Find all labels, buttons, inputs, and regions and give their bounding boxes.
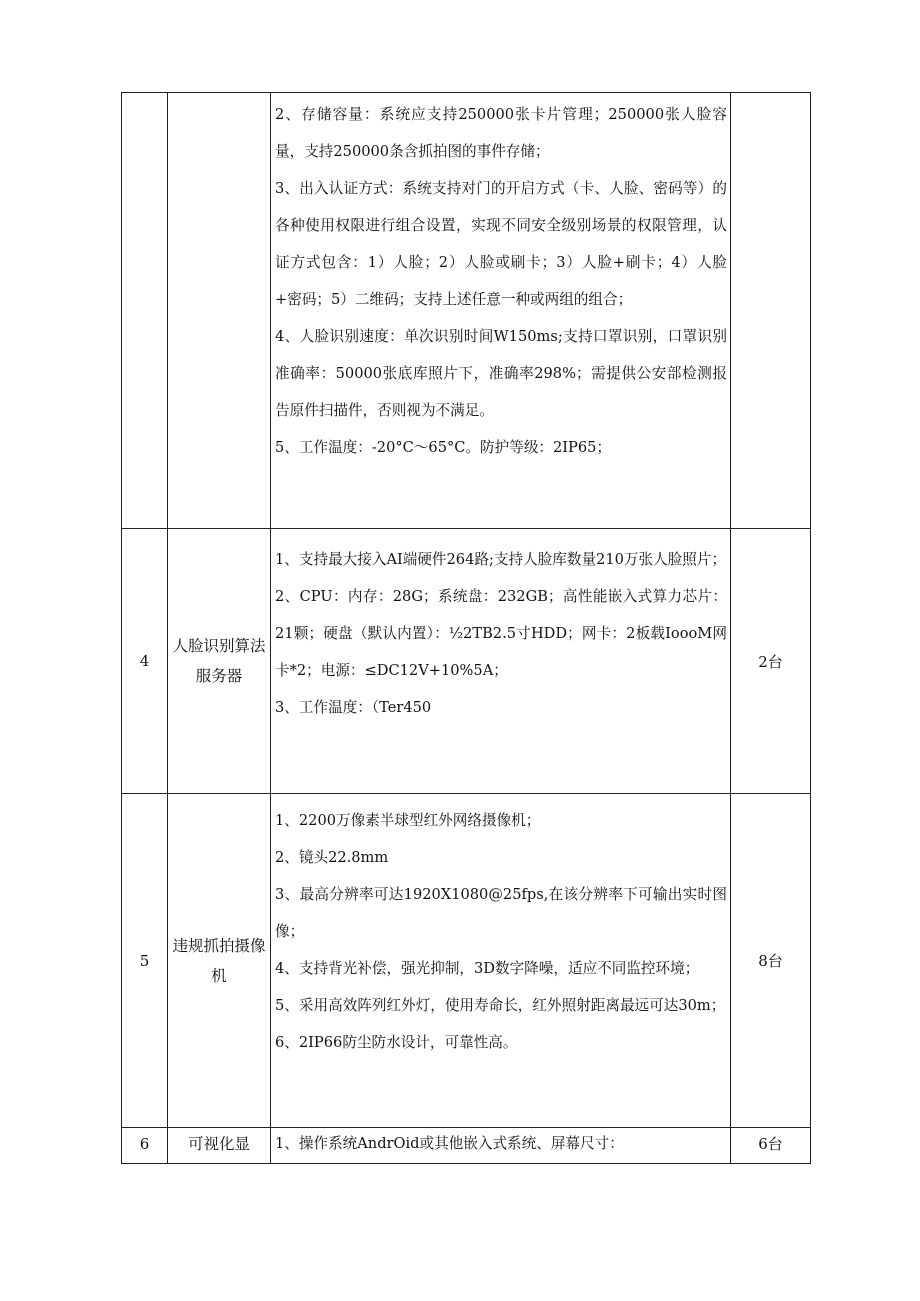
table-row [122,529,811,794]
spec-line: 2、CPU：内存：28G；系统盘：232GB；高性能嵌入式算力芯片：21颗；硬盘（默认内置）：½2TB2.5寸HDD；网卡：2板载IoooM网卡*2；电源：≤DC12V+10%5A； [275,588,727,679]
item-spec [271,93,731,529]
item-name: 可视化显 [168,1128,271,1164]
item-quantity: 6台 [731,1128,811,1164]
spec-line: 5、工作温度：-20°C～65°C。防护等级：2IP65； [275,439,612,456]
item-number: 4 [122,529,168,794]
item-quantity: 2台 [731,529,811,794]
item-number [122,93,168,529]
spec-line: 2、存储容量：系统应支持250000张卡片管理；250000张人脸容量，支持250000条含抓拍图的事件存储； [275,106,727,160]
item-number: 6 [122,1128,168,1164]
spec-line: 3、出入认证方式：系统支持对门的开启方式（卡、人脸、密码等）的各种使用权限进行组合设置，实现不同安全级别场景的权限管理，认证方式包含：1）人脸；2）人脸或刷卡；3）人脸+刷卡；4）人脸+密码；5）二维码；支持上述任意一种或两组的组合； [275,180,727,308]
table-row [122,1128,811,1164]
spec-line: 1、操作系统AndrOid或其他嵌入式系统、屏幕尺寸： [275,1135,624,1152]
spec-line: 6、2IP66防尘防水设计，可靠性高。 [275,1034,518,1051]
item-quantity: 8台 [731,794,811,1128]
spec-line: 2、镜头22.8mm [275,849,389,866]
item-number: 5 [122,794,168,1128]
item-spec [271,794,731,1128]
spec-line: 1、2200万像素半球型红外网络摄像机； [275,812,541,829]
table-row [122,93,811,529]
item-name [168,93,271,529]
spec-line: 4、人脸识别速度：单次识别时间W150ms;支持口罩识别，口罩识别准确率：50000张底库照片下，准确率298%；需提供公安部检测报告原件扫描件，否则视为不满足。 [275,328,727,419]
spec-table [121,92,811,1164]
table-row [122,794,811,1128]
spec-line: 5、采用高效阵列红外灯，使用寿命长，红外照射距离最远可达30m； [275,997,726,1014]
item-spec [271,529,731,794]
spec-line: 1、支持最大接入AI端硬件264路;支持人脸库数量210万张人脸照片； [275,551,727,568]
item-spec [271,1128,731,1164]
item-quantity [731,93,811,529]
item-name: 违规抓拍摄像机 [168,794,271,1128]
spec-line: 3、最高分辨率可达1920X1080@25fps,在该分辨率下可输出实时图像； [275,886,727,940]
spec-line: 4、支持背光补偿，强光抑制，3D数字降噪，适应不同监控环境； [275,960,700,977]
item-name: 人脸识别算法服务器 [168,529,271,794]
spec-line: 3、工作温度：（Ter450 [275,699,432,716]
